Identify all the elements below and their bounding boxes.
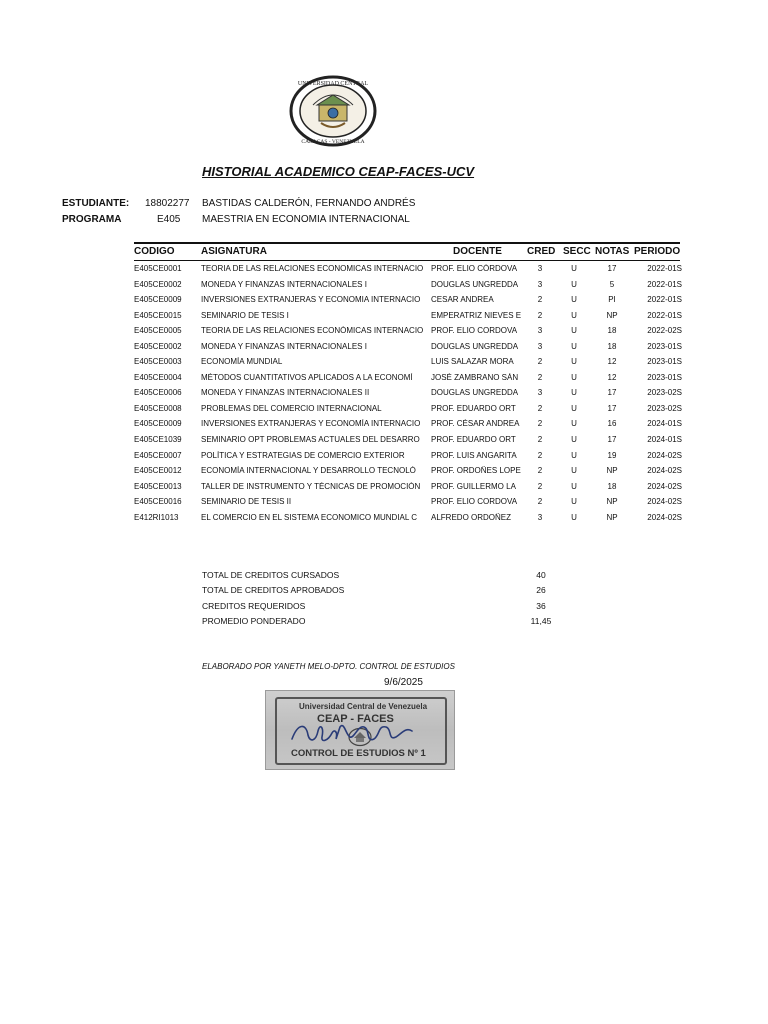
cell-section: U xyxy=(571,466,577,476)
credits-required-value: 36 xyxy=(536,601,546,611)
credits-passed-label: TOTAL DE CREDITOS APROBADOS xyxy=(202,585,345,595)
cell-section: U xyxy=(571,497,577,507)
cell-credits: 2 xyxy=(537,295,543,305)
stamp-department-text: CEAP - FACES xyxy=(317,713,394,725)
header-credits: CRED xyxy=(527,246,556,257)
cell-section: U xyxy=(571,310,577,320)
document-title: HISTORIAL ACADEMICO CEAP-FACES-UCV xyxy=(202,164,475,179)
header-section: SECC xyxy=(563,246,591,257)
cell-code: E405CE1039 xyxy=(134,435,182,445)
table-row xyxy=(134,355,680,371)
cell-code: E405CE0012 xyxy=(134,466,182,476)
table-row xyxy=(134,480,680,496)
cell-teacher: DOUGLAS UNGREDDA xyxy=(431,341,519,351)
program-label: PROGRAMA xyxy=(62,214,122,225)
table-row xyxy=(134,449,680,465)
header-period: PERIODO xyxy=(634,246,681,257)
cell-credits: 3 xyxy=(537,512,543,522)
cell-grade: 17 xyxy=(607,403,617,413)
cell-subject: SEMINARIO OPT PROBLEMAS ACTUALES DEL DESARRO xyxy=(201,435,420,445)
cell-credits: 2 xyxy=(537,481,543,491)
issue-date: 9/6/2025 xyxy=(384,677,423,688)
cell-subject: ECONOMÍA MUNDIAL xyxy=(201,357,283,367)
cell-teacher: DOUGLAS UNGREDDA xyxy=(431,388,519,398)
cell-section: U xyxy=(571,357,577,367)
cell-section: U xyxy=(571,279,577,289)
cell-subject: EL COMERCIO EN EL SISTEMA ECONOMICO MUNDIAL C xyxy=(201,512,418,522)
cell-subject: MONEDA Y FINANZAS INTERNACIONALES I xyxy=(201,279,367,289)
cell-period: 2022-01S xyxy=(647,295,682,305)
table-row xyxy=(134,511,680,527)
cell-teacher: PROF. ELIO CÓRDOVA xyxy=(431,264,518,273)
header-code: CODIGO xyxy=(134,246,175,257)
table-row xyxy=(134,262,680,278)
cell-section: U xyxy=(571,264,577,273)
cell-code: E405CE0008 xyxy=(134,403,182,413)
cell-grade: PI xyxy=(608,295,616,305)
cell-code: E405CE0003 xyxy=(134,357,182,367)
cell-code: E405CE0007 xyxy=(134,450,182,460)
credits-passed-value: 26 xyxy=(536,585,546,595)
program-code: E405 xyxy=(157,214,181,225)
cell-grade: 18 xyxy=(607,341,617,351)
cell-grade: 17 xyxy=(607,264,617,273)
cell-teacher: PROF. EDUARDO ORT xyxy=(431,435,516,445)
cell-period: 2022-02S xyxy=(647,326,682,336)
cell-code: E405CE0013 xyxy=(134,481,182,491)
table-row xyxy=(134,371,680,387)
cell-code: E405CE0001 xyxy=(134,264,182,273)
cell-section: U xyxy=(571,341,577,351)
cell-code: E405CE0002 xyxy=(134,279,182,289)
cell-grade: 17 xyxy=(607,388,617,398)
cell-grade: 18 xyxy=(607,481,617,491)
cell-section: U xyxy=(571,512,577,522)
weighted-average-label: PROMEDIO PONDERADO xyxy=(202,616,306,626)
cell-credits: 2 xyxy=(537,497,543,507)
cell-credits: 3 xyxy=(537,326,543,336)
cell-credits: 2 xyxy=(537,466,543,476)
cell-period: 2023-02S xyxy=(647,403,682,413)
weighted-average-value: 11,45 xyxy=(530,616,552,626)
cell-period: 2024-02S xyxy=(647,497,682,507)
cell-credits: 3 xyxy=(537,264,543,273)
cell-period: 2024-02S xyxy=(647,481,682,491)
cell-grade: NP xyxy=(606,512,618,522)
cell-subject: SEMINARIO DE TESIS II xyxy=(201,497,292,507)
cell-section: U xyxy=(571,450,577,460)
cell-credits: 2 xyxy=(537,435,543,445)
table-row xyxy=(134,402,680,418)
cell-grade: NP xyxy=(606,310,618,320)
cell-grade: NP xyxy=(606,466,618,476)
cell-teacher: PROF. ELIO CORDOVA xyxy=(431,326,518,336)
table-row xyxy=(134,278,680,294)
table-row xyxy=(134,464,680,480)
table-row xyxy=(134,340,680,356)
cell-subject: MONEDA Y FINANZAS INTERNACIONALES II xyxy=(201,388,370,398)
cell-grade: 12 xyxy=(607,372,617,382)
cell-code: E405CE0005 xyxy=(134,326,182,336)
cell-period: 2023-02S xyxy=(647,388,682,398)
cell-credits: 2 xyxy=(537,450,543,460)
cell-grade: 18 xyxy=(607,326,617,336)
cell-grade: 19 xyxy=(607,450,617,460)
stamp-control-text: CONTROL DE ESTUDIOS Nº 1 xyxy=(291,748,426,759)
cell-subject: INVERSIONES EXTRANJERAS Y ECONOMIA INTERNACIO xyxy=(201,295,421,305)
cell-code: E405CE0009 xyxy=(134,295,182,305)
credits-taken-value: 40 xyxy=(536,570,546,580)
cell-period: 2024-02S xyxy=(647,466,682,476)
cell-credits: 3 xyxy=(537,341,543,351)
grades-table-body xyxy=(134,262,680,526)
cell-teacher: PROF. ORDOÑES LOPE xyxy=(431,466,521,476)
cell-teacher: DOUGLAS UNGREDDA xyxy=(431,279,519,289)
credits-taken-label: TOTAL DE CREDITOS CURSADOS xyxy=(202,570,340,580)
cell-period: 2023-01S xyxy=(647,372,682,382)
cell-teacher: PROF. GUILLERMO LA xyxy=(431,481,516,491)
cell-credits: 2 xyxy=(537,310,543,320)
stamp-university-text: Universidad Central de Venezuela xyxy=(299,702,428,711)
student-name: BASTIDAS CALDERÓN, FERNANDO ANDRÉS xyxy=(202,198,416,209)
cell-teacher: PROF. ELIO CORDOVA xyxy=(431,497,518,507)
cell-section: U xyxy=(571,372,577,382)
header-grade: NOTAS xyxy=(595,246,630,257)
table-row xyxy=(134,293,680,309)
cell-grade: NP xyxy=(606,497,618,507)
cell-credits: 3 xyxy=(537,279,543,289)
cell-period: 2024-01S xyxy=(647,419,682,429)
cell-subject: TEORIA DE LAS RELACIONES ECONOMICAS INTERNACIO xyxy=(201,264,424,273)
student-label: ESTUDIANTE: xyxy=(62,198,130,209)
cell-teacher: PROF. LUIS ANGARITA xyxy=(431,450,517,460)
table-row xyxy=(134,309,680,325)
official-stamp xyxy=(265,690,455,770)
cell-subject: INVERSIONES EXTRANJERAS Y ECONOMÍA INTERNACIO xyxy=(201,419,421,429)
table-row xyxy=(134,324,680,340)
cell-section: U xyxy=(571,435,577,445)
cell-code: E412RI1013 xyxy=(134,512,179,522)
cell-section: U xyxy=(571,481,577,491)
cell-subject: SEMINARIO DE TESIS I xyxy=(201,310,289,320)
cell-section: U xyxy=(571,326,577,336)
student-id: 18802277 xyxy=(145,198,190,209)
cell-period: 2023-01S xyxy=(647,341,682,351)
table-row xyxy=(134,495,680,511)
cell-section: U xyxy=(571,295,577,305)
cell-grade: 12 xyxy=(607,357,617,367)
cell-credits: 3 xyxy=(537,388,543,398)
cell-code: E405CE0002 xyxy=(134,341,182,351)
svg-text:CARACAS - VENEZUELA: CARACAS - VENEZUELA xyxy=(301,139,365,145)
cell-teacher: LUIS SALAZAR MORA xyxy=(431,357,514,367)
cell-teacher: PROF. EDUARDO ORT xyxy=(431,403,516,413)
table-row xyxy=(134,417,680,433)
cell-code: E405CE0004 xyxy=(134,372,182,382)
cell-period: 2023-01S xyxy=(647,357,682,367)
cell-credits: 2 xyxy=(537,357,543,367)
program-name: MAESTRIA EN ECONOMIA INTERNACIONAL xyxy=(202,214,410,225)
cell-teacher: EMPERATRIZ NIEVES E xyxy=(431,310,522,320)
cell-grade: 5 xyxy=(609,279,615,289)
prepared-by-note: ELABORADO POR YANETH MELO-DPTO. CONTROL DE ESTUDIOS xyxy=(202,662,455,671)
cell-credits: 2 xyxy=(537,372,543,382)
credits-required-label: CREDITOS REQUERIDOS xyxy=(202,601,306,611)
svg-text:UNIVERSIDAD CENTRAL: UNIVERSIDAD CENTRAL xyxy=(297,81,369,87)
cell-subject: ECONOMÍA INTERNACIONAL Y DESARROLLO TECNOLÓ xyxy=(201,466,416,476)
cell-period: 2024-01S xyxy=(647,435,682,445)
cell-section: U xyxy=(571,403,577,413)
cell-teacher: ALFREDO ORDOÑEZ xyxy=(431,512,512,522)
header-teacher: DOCENTE xyxy=(453,246,502,257)
cell-subject: TALLER DE INSTRUMENTO Y TÉCNICAS DE PROMOCIÓN xyxy=(201,481,421,491)
cell-subject: MÉTODOS CUANTITATIVOS APLICADOS A LA ECONOMÍ xyxy=(201,372,413,382)
handwritten-signature xyxy=(288,717,416,749)
cell-teacher: CESAR ANDREA xyxy=(431,295,494,305)
cell-credits: 2 xyxy=(537,403,543,413)
cell-section: U xyxy=(571,419,577,429)
cell-teacher: PROF. CÉSAR ANDREA xyxy=(431,419,520,429)
cell-period: 2022-01S xyxy=(647,310,682,320)
table-row xyxy=(134,386,680,402)
cell-subject: MONEDA Y FINANZAS INTERNACIONALES I xyxy=(201,341,367,351)
header-subject: ASIGNATURA xyxy=(201,246,267,257)
cell-grade: 17 xyxy=(607,435,617,445)
cell-teacher: JOSÉ ZAMBRANO SÁN xyxy=(431,372,519,382)
cell-period: 2022-01S xyxy=(647,264,682,273)
cell-subject: PROBLEMAS DEL COMERCIO INTERNACIONAL xyxy=(201,403,382,413)
university-seal-logo xyxy=(289,75,377,147)
cell-period: 2022-01S xyxy=(647,279,682,289)
cell-credits: 2 xyxy=(537,419,543,429)
grades-table-header xyxy=(134,242,680,261)
cell-subject: TEORIA DE LAS RELACIONES ECONÓMICAS INTERNACIO xyxy=(201,326,424,336)
cell-code: E405CE0009 xyxy=(134,419,182,429)
cell-subject: POLÍTICA Y ESTRATEGIAS DE COMERCIO EXTERIOR xyxy=(201,450,405,460)
table-row xyxy=(134,433,680,449)
cell-period: 2024-02S xyxy=(647,450,682,460)
cell-period: 2024-02S xyxy=(647,512,682,522)
cell-code: E405CE0015 xyxy=(134,310,182,320)
cell-code: E405CE0016 xyxy=(134,497,182,507)
cell-grade: 16 xyxy=(607,419,617,429)
cell-section: U xyxy=(571,388,577,398)
cell-code: E405CE0006 xyxy=(134,388,182,398)
